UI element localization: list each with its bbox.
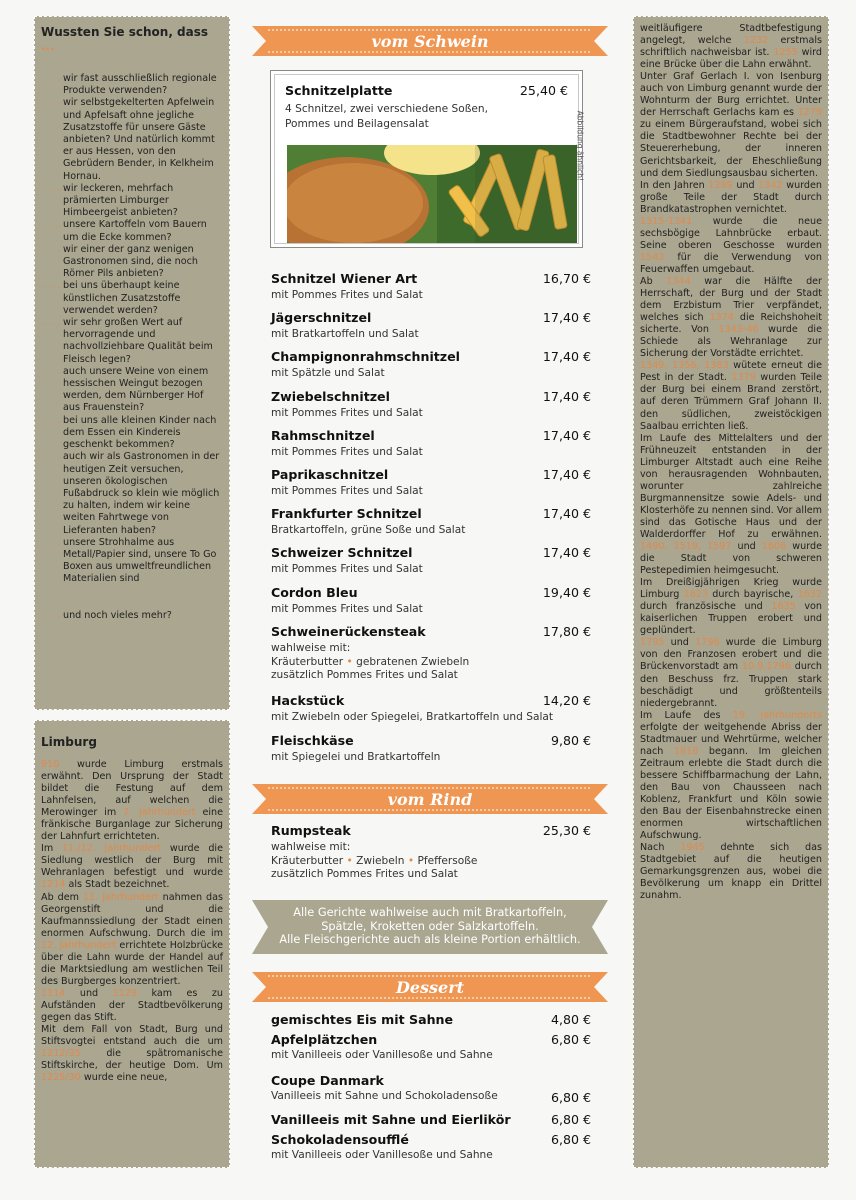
history-year: 1349, 1356, 1383 [640,360,729,372]
history-panel-left [34,720,230,1168]
history-year: 1315-1341 [640,215,693,227]
fun-fact-dots: . . . [41,317,62,329]
history-year: 1543 [640,251,665,263]
item-price: 6,80 € [550,1112,591,1127]
fun-fact-dots: . . . [41,97,62,109]
item-price: 16,70 € [542,271,591,286]
item-desc: mit Pommes Frites und Salat [271,445,423,458]
fun-fact-text: auch unsere Weine von einem hessischen Weingut bezogen werden, dem Nürnberger Hof aus Frauenstein? [63,365,209,414]
fun-fact-text: wir leckeren, mehrfach prämierten Limburger Himbeergeist anbieten? [63,182,178,219]
item-price: 17,40 € [542,545,591,561]
menu-item [271,733,591,765]
history-year: 910 [41,759,60,770]
item-desc [271,642,591,683]
fun-fact-item [41,451,223,536]
history-paragraph: Ab dem 11. Jahrhundert nahmen das Georgenstift und die Kaufmannssiedlung der Stadt einen enormen Aufschwung. Durch die im 12. Jahrhundert errichtete Holzbrücke über die Lahn wurde der Handel auf die Marktsiedlung am westlichen Teil des Burgberges konzentriert. [41,891,223,987]
history-paragraph: Im 11./12. Jahrhundert wurde die Siedlung westlich der Burg mit Wehranlagen befestigt und wurde 1214 als Stadt bezeichnet. [41,843,223,891]
item-desc: mit Pommes Frites und Salat [271,485,423,497]
item-price: 9,80 € [550,733,591,748]
menu-item-dessert [271,1032,591,1063]
fun-fact-text: bei uns alle kleinen Kinder nach dem Essen ein Kindereis geschenkt bekommen? [63,414,217,451]
item-price: 17,40 € [542,467,591,482]
section-title-schwein: vom Schwein [371,31,489,51]
item-desc: Vanilleeis mit Sahne und Schokoladensoße [271,1090,498,1102]
item-desc: mit Vanilleeis oder Vanillesoße und Sahne [271,1149,493,1161]
history-year: 1212/35 [41,1048,81,1060]
fun-fact-text: wir sehr großen Wert auf hervorragende und nachvollziehbare Qualität beim Fleisch legen? [63,317,213,365]
history-year: 1255 [773,47,798,59]
item-price: 6,80 € [550,1090,591,1105]
history-year: 1343-46 [718,324,759,336]
history-year: 19. Jahrhunderts [732,709,822,721]
history-year: 1289 [708,179,733,191]
fun-fact-item [41,183,223,220]
history-right-text [640,23,822,902]
fun-facts-content [41,25,223,622]
menu-item-dessert [271,1112,591,1127]
item-desc-options: Kräuterbutter • gebratenen Zwiebeln [271,655,470,668]
history-year: 1114 [41,987,66,999]
schnitzelplatte-box [270,70,583,248]
item-name: Rahmschnitzel [271,427,375,443]
history-paragraph: Im Dreißigjährigen Krieg wurde Limburg 1623 durch bayrische, 1632 durch französische und 1635 von kaiserlichen Truppen erobert und geplündert. [640,577,822,637]
fun-fact-last [41,610,223,622]
fun-fact-dots: . . . [41,243,62,255]
item-name: Champignonrahmschnitzel [271,349,460,365]
item-name: Schokoladensoufflé [271,1132,409,1147]
item-name: Schweinerückensteak [271,624,426,639]
history-year: 1490, 1519, 1597 [640,541,732,553]
history-year: 10.9.1796 [742,661,791,673]
history-year: 1818 [673,745,699,757]
item-name: Paprikaschnitzel [271,467,389,482]
history-year: 1606 [761,541,787,553]
history-paragraph: weitläufigere Stadtbefestigung angelegt, welche 1232 erstmals schriftlich nachweisbar ist. 1255 wird eine Brücke über die Lahn erwähnt. [640,23,822,71]
limburg-title: Limburg [41,735,97,749]
item-name: Apfelplätzchen [271,1032,378,1047]
fun-fact-text: auch wir als Gastronomen in der heutigen Zeit versuchen, unseren ökologischen Fußabdruck so klein wie möglich zu halten, indem wir keine weiten Fahrtwege von Lieferanten haben? [63,451,220,536]
item-desc [271,841,591,882]
history-paragraph: 1349, 1356, 1383 wütete erneut die Pest in der Stadt. 1379 wurden Teile der Burg bei einem Brand zerstört, auf deren Trümmern Graf Johann II. den südlichen, zweistöckigen Saalbau errichten ließ. [640,360,822,432]
history-year: 1374 [709,312,734,324]
menu-item-dessert [271,1132,591,1163]
history-year: 1795 [640,637,665,649]
platte-name: Schnitzelplatte [285,83,393,98]
fun-fact-dots: . . . [41,280,62,292]
history-year: 1379 [731,372,756,384]
schnitzel-photo [287,145,577,243]
note-text [252,906,608,947]
fun-fact-item [41,415,223,452]
fun-fact-item [41,97,223,182]
item-desc: mit Pommes Frites und Salat [271,602,423,615]
item-name: Frankfurter Schnitzel [271,506,422,522]
fun-fact-item [41,317,223,366]
history-paragraph: Ab 1344 war die Hälfte der Herrschaft, der Burg und der Stadt dem Erzbistum Trier verpfändet, welches sich 1374 die Reichshoheit sicherte. Von 1343-46 wurde die Schiede als Wehranlage zur Sicherung der Vorstädte errichtet. [640,275,823,360]
item-price: 14,20 € [542,693,591,708]
history-paragraph: Im Laufe des 19. Jahrhunderts erfolgte der weitgehende Abriss der Stadtmauer und Wehrtürme, welcher nach 1818 begann. Im gleichen Zeitraum erlebte die Stadt durch die bessere Schiffbarmachung der Lahn, den Bau von Chausseen nach Koblenz, Frankfurt und Köln sowie den Bau der Eisenbahnstrecke einen enormen wirtschaftlichen Aufschwung. [640,709,823,842]
section-banner-schwein [252,24,608,58]
menu-item [271,389,591,421]
item-name: gemischtes Eis mit Sahne [271,1012,454,1027]
item-price: 17,40 € [542,349,591,365]
item-price: 17,40 € [542,388,591,404]
item-price: 17,40 € [542,427,591,443]
fun-facts-list [41,73,223,622]
fun-facts-panel [34,16,230,710]
item-name: Coupe Danmark [271,1073,384,1088]
menu-item [271,585,591,617]
fun-fact-item [41,537,223,586]
fun-fact-item [41,280,223,317]
history-year: 1796 [695,637,720,649]
item-desc: mit Spätzle und Salat [271,367,385,380]
item-desc-line1: wahlweise mit: [271,841,351,853]
fun-fact-text: bei uns überhaupt keine künstlichen Zusatzstoffe verwendet werden? [63,280,181,316]
platte-desc [285,102,488,132]
history-year: 1342 [758,179,783,191]
history-left-text [41,759,223,1084]
menu-item [271,506,591,538]
section-title-rind: vom Rind [387,789,473,809]
history-year: 1623 [683,589,709,601]
menu-item [271,310,591,342]
item-name: Schweizer Schnitzel [271,545,413,561]
fun-fact-text: unsere Kartoffeln vom Bauern um die Ecke kommen? [63,219,207,243]
platte-desc-line1: 4 Schnitzel, zwei verschiedene Soßen, [285,103,488,115]
history-paragraph: Unter Graf Gerlach I. von Isenburg auch von Limburg genannt wurde der Wohnturm der Burg errichtet. Unter der Herrschaft Gerlachs kam es 1279 zu einem Bürgeraufstand, wobei sich die Stadtbewohner Rechte bei der Steuererhebung, der inneren Gerichtsbarkeit, der Eheschließung und dem Siedlungsausbau sicherten. [640,71,822,179]
history-paragraph: 1114 und 1129 kam es zu Aufständen der Stadtbevölkerung gegen das Stift. [41,987,223,1023]
item-name: Jägerschnitzel [271,310,372,326]
menu-item [271,693,591,725]
fun-fact-dots: . . . [41,219,62,231]
history-paragraph: In den Jahren 1289 und 1342 wurden große Teile der Stadt durch Brandkatastrophen vernichtet. [640,179,823,215]
fun-fact-text: wir einer der ganz wenigen Gastronomen sind, die noch Römer Pils anbieten? [63,243,198,280]
item-price: 6,80 € [550,1032,591,1047]
menu-item [271,349,591,381]
photo-note: Abbildung ähnlich! [575,110,584,181]
history-left-content [41,735,223,1084]
history-year: 1344 [666,275,691,287]
section-banner-rind [252,782,608,816]
item-name: Vanilleeis mit Sahne und Eierlikör [271,1112,511,1127]
fun-fact-dots: . . . [41,73,62,84]
side-dish-note [252,898,608,956]
history-year: 1232 [743,35,769,47]
item-name: Rumpsteak [271,823,351,838]
note-line2: Spätzle, Kroketten oder Salzkartoffeln. [321,919,539,933]
platte-desc-line2: Pommes und Beilagensalat [285,118,429,130]
history-right-content [640,23,822,902]
history-year: 11./12. Jahrhundert [61,843,162,855]
fun-fact-dots: . . . [41,414,62,426]
item-desc: mit Bratkartoffeln und Salat [271,328,419,341]
item-price: 19,40 € [542,584,591,600]
item-desc: mit Pommes Frites und Salat [271,563,423,576]
history-year: 12. Jahrhundert [41,939,117,951]
section-banner-dessert [252,970,608,1004]
item-price: 17,40 € [542,310,591,326]
history-year: 11. Jahrhundert [82,891,159,903]
menu-item [271,271,591,303]
menu-item [271,545,591,577]
history-year: 1214 [41,879,66,891]
fun-facts-title: Wussten Sie schon, dass ... [41,25,209,53]
item-price: 6,80 € [550,1132,591,1147]
fun-fact-item [41,244,223,281]
fun-fact-dots: . . . [41,609,62,621]
menu-item [271,428,591,460]
item-price: 4,80 € [550,1012,591,1027]
history-paragraph: 910 wurde Limburg erstmals erwähnt. Den Ursprung der Stadt bildet die Festung auf dem Lahnfelsen, auf welchen die Merowinger im 7. Jahrhundert eine fränkische Burganlage zur Sicherung der Lahnfurt errichteten. [41,759,223,843]
menu-item-rumpsteak [271,823,591,882]
platte-price: 25,40 € [519,83,568,98]
fun-fact-text: unsere Strohhalme aus Metall/Papier sind, unsere To Go Boxen aus umweltfreundlichen Materialien sind [63,536,217,585]
menu-item-dessert [271,1012,591,1027]
item-price: 25,30 € [542,823,591,838]
fun-fact-item [41,219,223,243]
bullet: • [346,655,353,668]
item-desc: mit Pommes Frites und Salat [271,289,423,301]
item-name: Fleischkäse [271,733,354,748]
item-desc-line1: wahlweise mit: [271,642,351,654]
menu-item [271,467,591,499]
history-year: 1279 [797,107,822,119]
fun-fact-dots: . . . [41,451,62,463]
history-paragraph: 1795 und 1796 wurde die Limburg von den Franzosen erobert und die Brückenvorstadt am 10.9.1796 durch den Beschuss frz. Truppen stark beschädigt und größtenteils niedergebrannt. [640,637,822,709]
item-desc: mit Zwiebeln oder Spiegelei, Bratkartoffeln und Salat [271,711,554,723]
item-price: 17,40 € [542,506,591,522]
history-year: 1945 [680,842,705,854]
history-year: 1129 [112,987,137,999]
fun-fact-text: wir fast ausschließlich regionale Produkte verwenden? [63,73,217,97]
fun-fact-dots: . . . [41,365,62,377]
menu-item-rueckensteak [271,624,591,683]
note-line3: Alle Fleischgerichte auch als kleine Portion erhältlich. [279,933,581,946]
history-year: 1632 [797,589,822,601]
item-desc: mit Pommes Frites und Salat [271,406,423,419]
fun-fact-text: und noch vieles mehr? [63,609,172,621]
history-year: 7. Jahrhundert [123,807,196,819]
section-title-dessert: Dessert [395,977,465,997]
item-name: Schnitzel Wiener Art [271,271,418,286]
menu-item-dessert [271,1073,591,1104]
item-desc-line3: zusätzlich Pommes Frites und Salat [271,669,458,681]
fun-fact-dots: . . . [41,536,62,548]
item-name: Zwiebelschnitzel [271,388,390,404]
item-desc-options: Kräuterbutter • Zwiebeln • Pfeffersoße [271,854,478,867]
fun-fact-item [41,73,223,97]
item-desc: mit Vanilleeis oder Vanillesoße und Sahne [271,1049,493,1061]
item-desc: Bratkartoffeln, grüne Soße und Salat [271,524,466,537]
note-line1: Alle Gerichte wahlweise auch mit Bratkartoffeln, [293,906,567,919]
item-name: Hackstück [271,693,345,708]
item-price: 17,80 € [542,624,591,639]
history-year: 1635 [771,601,796,613]
item-name: Cordon Bleu [271,584,358,600]
history-year: 1225/30 [41,1072,81,1084]
history-paragraph: 1315-1341 wurde die neue sechsbögige Lahnbrücke erbaut. Seine oberen Geschosse wurden 1543 für die Verwendung von Feuerwaffen umgebaut. [640,215,822,275]
history-paragraph: Nach 1945 dehnte sich das Stadtgebiet auf die heutigen Gemarkungsgrenzen aus, wobei die Bevölkerung um knapp ein Drittel zunahm. [640,842,822,902]
history-paragraph: Mit dem Fall von Stadt, Burg und Stiftsvogtei entstand auch die um 1212/35 die spätromanische Stiftskirche, der heutige Dom. Um 1225/30 wurde eine neue, [41,1024,223,1084]
fun-fact-text: wir selbstgekelterten Apfelwein und Apfelsaft ohne jegliche Zusatzstoffe für unsere Gäste anbieten? Und natürlich kommt er aus Hessen, von den Gebrüdern Bender, in Kelkheim Hornau. [63,97,215,182]
fun-fact-dots: . . . [41,182,62,194]
history-panel-right [633,16,829,1168]
fun-fact-item [41,366,223,415]
item-desc: mit Spiegelei und Bratkartoffeln [271,751,441,763]
item-desc-line3: zusätzlich Pommes Frites und Salat [271,868,458,880]
history-paragraph: Im Laufe des Mittelalters und der Frühneuzeit entstanden in der Limburger Altstadt auch eine Reihe von herausragenden Wohnbauten, worunter zahlreiche Burgmannensitze sowie Adels- und Klosterhöfe zu nennen sind. Vor allem sind das Gotische Haus und der Walderdorffer Hof zu erwähnen. 1490, 1519, 1597 und 1606 wurde die Stadt von schweren Pestepedimien heimgesucht. [640,432,822,577]
